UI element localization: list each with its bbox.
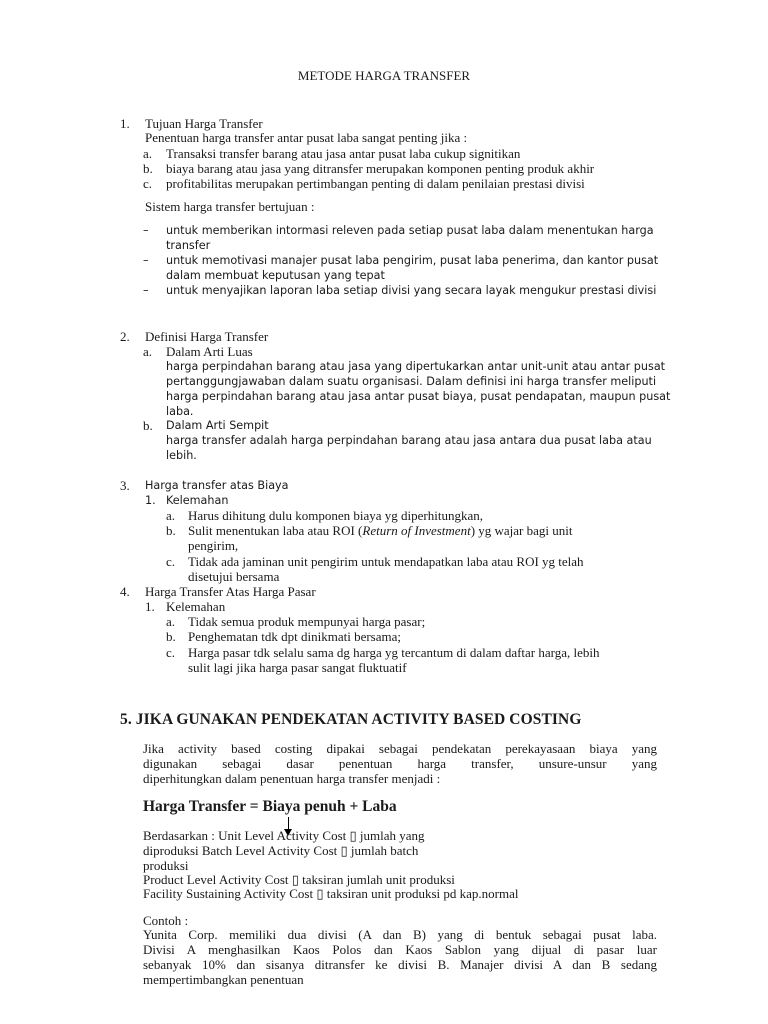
list-item: Tidak semua produk mempunyai harga pasar; (188, 614, 426, 629)
paragraph-line: diperhitungkan dalam penentuan harga transfer menjadi : (143, 771, 441, 786)
section-2-number: 2. (120, 329, 130, 344)
definition-line: pertanggungjawaban dalam suatu organisasi. Dalam definisi ini harga transfer meliputi (166, 375, 657, 388)
list-marker: a. (143, 344, 153, 359)
example-line: mempertimbangkan penentuan (143, 972, 304, 987)
basis-line: Facility Sustaining Activity Cost ▯ taksiran unit produksi pd kap.normal (143, 886, 519, 901)
dash-marker: – (143, 284, 149, 297)
list-item-text: Sulit menentukan laba atau ROI ( (188, 523, 363, 538)
basis-line: diproduksi Batch Level Activity Cost ▯ jumlah batch (143, 843, 419, 858)
list-marker: c. (143, 176, 153, 191)
goal-line: untuk menyajikan laporan laba setiap divisi yang secara layak mengukur prestasi divisi (166, 284, 657, 297)
section-4-heading: Harga Transfer Atas Harga Pasar (145, 584, 316, 599)
dash-marker: – (143, 224, 149, 237)
page-title: METODE HARGA TRANSFER (297, 68, 471, 83)
list-marker: a. (143, 146, 153, 161)
subheading: Dalam Arti Sempit (166, 419, 269, 432)
definition-line: harga perpindahan barang atau jasa antar pusat biaya, pusat pendapatan, maupun pusat (166, 390, 671, 403)
list-marker: a. (166, 508, 176, 523)
basis-line: produksi (143, 858, 189, 873)
list-marker: c. (166, 554, 176, 569)
sub-number: 1. (145, 599, 155, 614)
list-marker: b. (143, 418, 153, 433)
subheading: Kelemahan (166, 494, 229, 507)
goal-intro: Sistem harga transfer bertujuan : (145, 199, 315, 214)
list-item (188, 523, 573, 538)
subheading: Kelemahan (166, 599, 226, 614)
goal-line: untuk memberikan intormasi releven pada setiap pusat laba dalam menentukan harga (166, 224, 654, 237)
definition-line: harga transfer adalah harga perpindahan barang atau jasa antara dua pusat laba atau (166, 434, 652, 447)
definition-line: harga perpindahan barang atau jasa yang dipertukarkan antar unit-unit atau antar pusat (166, 360, 666, 373)
list-item: Harus dihitung dulu komponen biaya yg diperhitungkan, (188, 508, 483, 523)
list-marker: b. (166, 629, 176, 644)
goal-line: dalam membuat keputusan yang tepat (166, 269, 385, 282)
paragraph-line: Jika activity based costing dipakai sebagai pendekatan perekayasaan biaya yang (143, 741, 657, 756)
section-3-number: 3. (120, 478, 130, 493)
section-4-number: 4. (120, 584, 130, 599)
list-item: biaya barang atau jasa yang ditransfer merupakan komponen penting produk akhir (166, 161, 595, 176)
list-marker: c. (166, 645, 176, 660)
formula: Harga Transfer = Biaya penuh + Laba (143, 798, 397, 815)
goal-line: untuk memotivasi manajer pusat laba pengirim, pusat laba penerima, dan kantor pusat (166, 254, 659, 267)
list-item-continuation: sulit lagi jika harga pasar sangat fluktuatif (188, 660, 407, 675)
list-item-continuation: pengirim, (188, 538, 239, 553)
emphasis-text: Return of Investment (362, 523, 471, 538)
section-1-heading: Tujuan Harga Transfer (145, 116, 263, 131)
section-1-intro: Penentuan harga transfer antar pusat laba sangat penting jika : (145, 130, 468, 145)
list-item-text: ) yg wajar bagi unit (470, 523, 573, 538)
list-marker: a. (166, 614, 176, 629)
list-item: Tidak ada jaminan unit pengirim untuk mendapatkan laba atau ROI yg telah (188, 554, 584, 569)
list-item: Transaksi transfer barang atau jasa antar pusat laba cukup signitikan (166, 146, 521, 161)
basis-line: Product Level Activity Cost ▯ taksiran jumlah unit produksi (143, 872, 455, 887)
example-line: Divisi A menghasilkan Kaos Polos dan Kaos Sablon yang dijual di pasar luar (143, 942, 657, 957)
definition-line: laba. (166, 405, 194, 418)
section-5-heading: 5. JIKA GUNAKAN PENDEKATAN ACTIVITY BASED COSTING (120, 711, 582, 728)
list-item: Harga pasar tdk selalu sama dg harga yg tercantum di dalam daftar harga, lebih (188, 645, 600, 660)
definition-line: lebih. (166, 449, 197, 462)
example-line: sebanyak 10% dan sisanya ditransfer ke divisi B. Manajer divisi A dan B sedang (143, 957, 657, 972)
goal-line: transfer (166, 239, 211, 252)
list-item-continuation: disetujui bersama (188, 569, 280, 584)
subheading: Dalam Arti Luas (166, 344, 253, 359)
list-marker: b. (143, 161, 153, 176)
list-item: Penghematan tdk dpt dinikmati bersama; (188, 629, 402, 644)
section-3-heading: Harga transfer atas Biaya (145, 479, 289, 492)
sub-number: 1. (145, 494, 156, 507)
basis-line: Berdasarkan : Unit Level Activity Cost ▯ jumlah yang (143, 828, 425, 843)
paragraph-line: digunakan sebagai dasar penentuan harga transfer, unsure-unsur yang (143, 756, 657, 771)
section-1-number: 1. (120, 116, 130, 131)
list-item: profitabilitas merupakan pertimbangan penting di dalam penilaian prestasi divisi (166, 176, 585, 191)
list-marker: b. (166, 523, 176, 538)
example-label: Contoh : (143, 913, 189, 928)
example-line: Yunita Corp. memiliki dua divisi (A dan B) yang di bentuk sebagai pusat laba. (143, 927, 657, 942)
section-2-heading: Definisi Harga Transfer (145, 329, 269, 344)
dash-marker: – (143, 254, 149, 267)
